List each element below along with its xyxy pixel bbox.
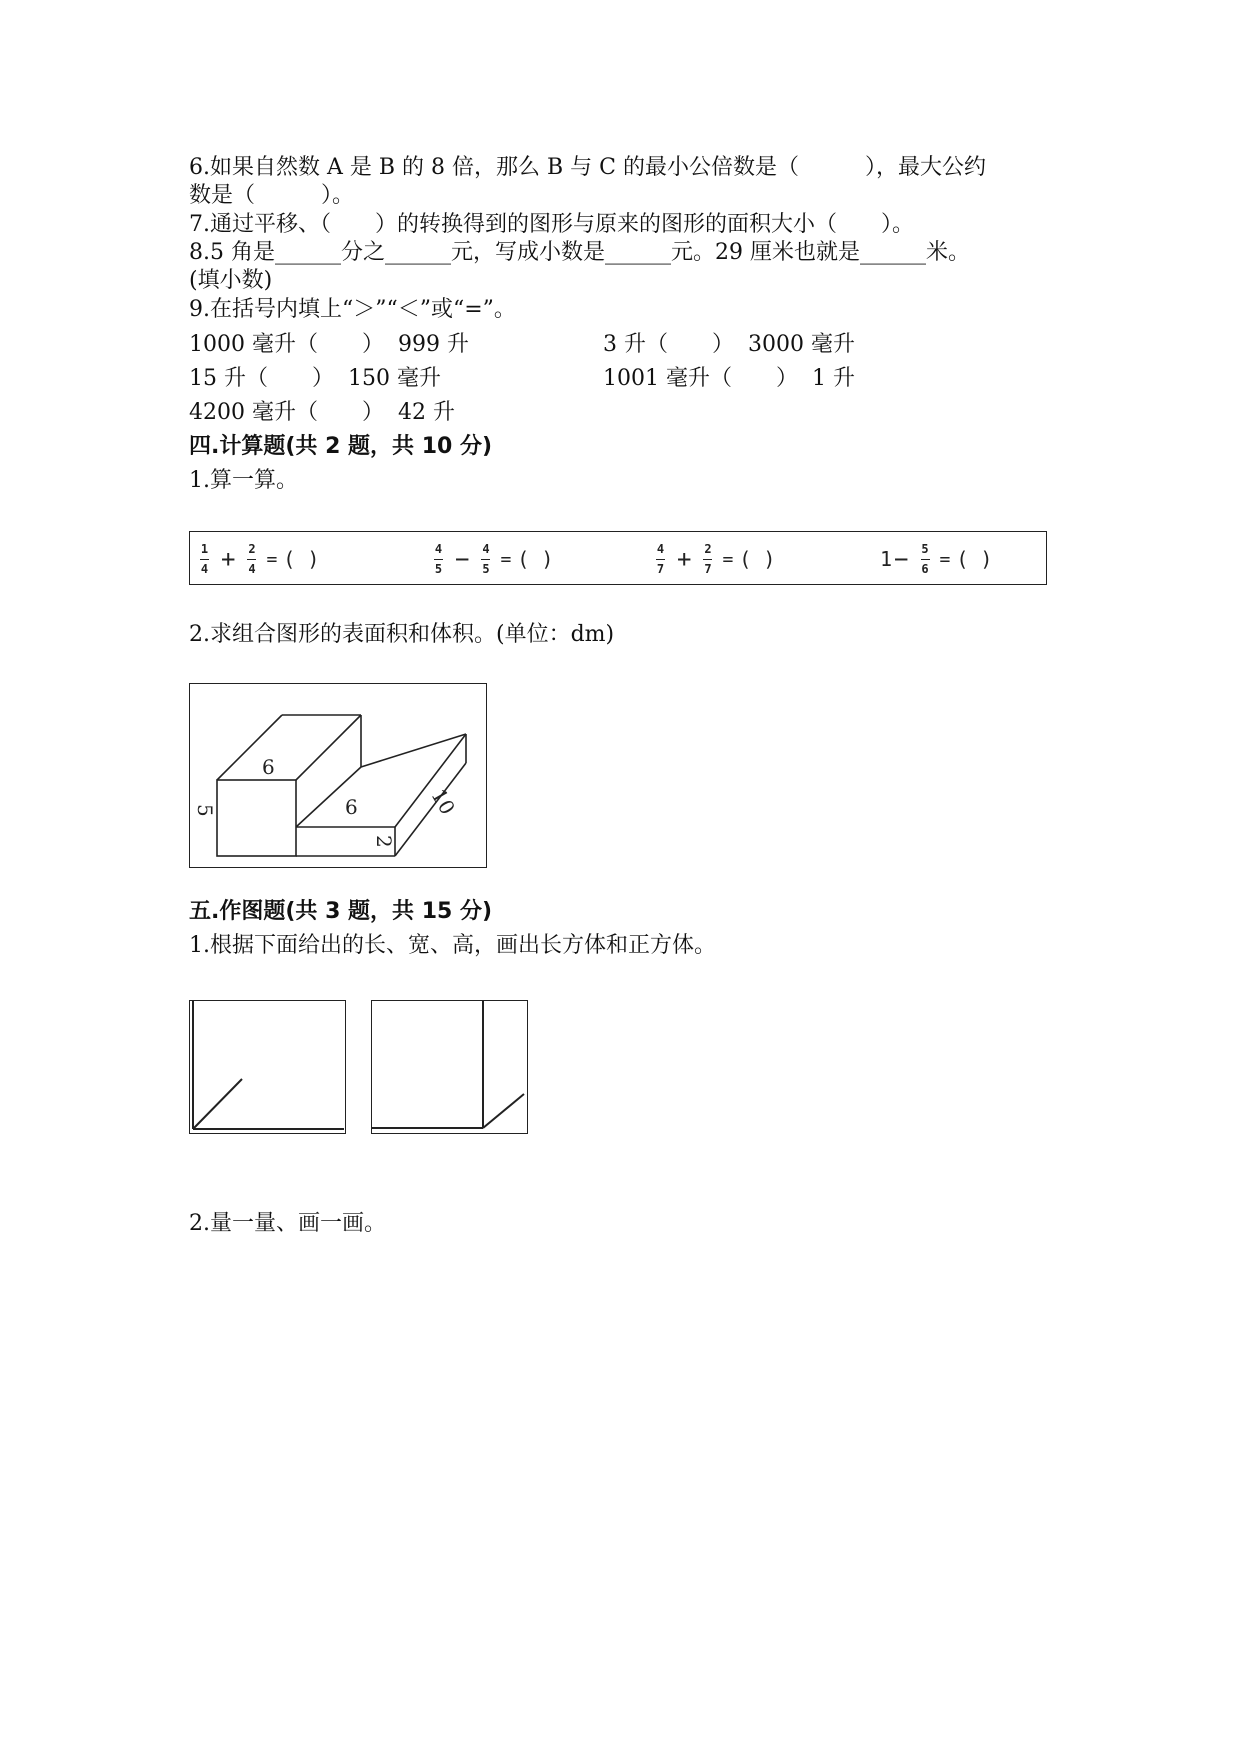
answer-blank[interactable]: ( ) bbox=[739, 547, 776, 571]
expression-2 bbox=[430, 537, 553, 581]
expression-4 bbox=[880, 537, 992, 581]
operator: − bbox=[455, 545, 470, 573]
question-7: 7.通过平移、（ ）的转换得到的图形与原来的图形的面积大小（ ）。 bbox=[189, 212, 914, 237]
section-4-question-1: 1.算一算。 bbox=[189, 468, 298, 493]
section-5-question-2: 2.量一量、画一画。 bbox=[189, 1211, 386, 1236]
question-8-line-2: (填小数) bbox=[189, 268, 273, 293]
answer-blank[interactable]: ( ) bbox=[956, 547, 993, 571]
question-6-line-2: 数是（ ）。 bbox=[189, 183, 355, 208]
section-5-question-1: 1.根据下面给出的长、宽、高，画出长方体和正方体。 bbox=[189, 933, 716, 958]
compare-row-3-col-1: 4200 毫升（ ） 42 升 bbox=[189, 400, 455, 425]
calculation-strip bbox=[189, 531, 1047, 585]
whole-number: 1 bbox=[880, 547, 893, 571]
question-9: 9.在括号内填上“＞”“＜”或“=”。 bbox=[189, 297, 516, 322]
answer-blank[interactable]: ( ) bbox=[517, 547, 554, 571]
compare-row-1-col-1: 1000 毫升（ ） 999 升 bbox=[189, 332, 469, 357]
compare-row-2-col-2: 1001 毫升（ ） 1 升 bbox=[603, 366, 855, 391]
equals-sign: = bbox=[722, 548, 734, 570]
label-mid-6: 6 bbox=[345, 795, 358, 819]
fraction: $\frac{4}{5}$ bbox=[434, 541, 443, 576]
section-4-title: 四.计算题(共 2 题，共 10 分) bbox=[189, 434, 493, 459]
expression-3 bbox=[652, 537, 775, 581]
fraction: $\frac{4}{5}$ bbox=[482, 541, 490, 576]
cube-drawing-frame bbox=[371, 1000, 528, 1134]
section-4-question-2: 2.求组合图形的表面积和体积。(单位：dm) bbox=[189, 622, 615, 647]
question-6-line-1: 6.如果自然数 A 是 B 的 8 倍，那么 B 与 C 的最小公倍数是（ ），最大公约 bbox=[189, 155, 986, 180]
operator: + bbox=[677, 545, 692, 573]
fraction: $\frac{2}{4}$ bbox=[248, 541, 256, 576]
label-height-5: 5 bbox=[193, 804, 217, 817]
label-depth-10: 10 bbox=[426, 784, 460, 819]
label-top-6: 6 bbox=[262, 755, 275, 779]
fraction: $\frac{1}{4}$ bbox=[200, 541, 209, 576]
section-5-title: 五.作图题(共 3 题，共 15 分) bbox=[189, 899, 493, 924]
compare-row-2-col-1: 15 升（ ） 150 毫升 bbox=[189, 366, 441, 391]
cuboid-starter-lines bbox=[190, 1001, 344, 1132]
cuboid-drawing-frame bbox=[189, 1000, 346, 1134]
expression-1 bbox=[196, 537, 319, 581]
cube-starter-lines bbox=[372, 1001, 526, 1132]
fraction: $\frac{2}{7}$ bbox=[704, 541, 712, 576]
fraction: $\frac{5}{6}$ bbox=[921, 541, 929, 576]
equals-sign: = bbox=[266, 548, 278, 570]
fraction: $\frac{4}{7}$ bbox=[656, 541, 665, 576]
answer-blank[interactable]: ( ) bbox=[283, 547, 320, 571]
operator: − bbox=[894, 545, 909, 573]
composite-solid-figure bbox=[189, 683, 487, 868]
equals-sign: = bbox=[500, 548, 512, 570]
equals-sign: = bbox=[939, 548, 951, 570]
composite-solid-drawing bbox=[190, 684, 485, 866]
operator: + bbox=[221, 545, 236, 573]
question-8-line-1: 8.5 角是______分之______元，写成小数是______元。29 厘米也就是______米。 bbox=[189, 240, 970, 265]
label-height-2: 2 bbox=[372, 835, 396, 848]
compare-row-1-col-2: 3 升（ ） 3000 毫升 bbox=[603, 332, 855, 357]
